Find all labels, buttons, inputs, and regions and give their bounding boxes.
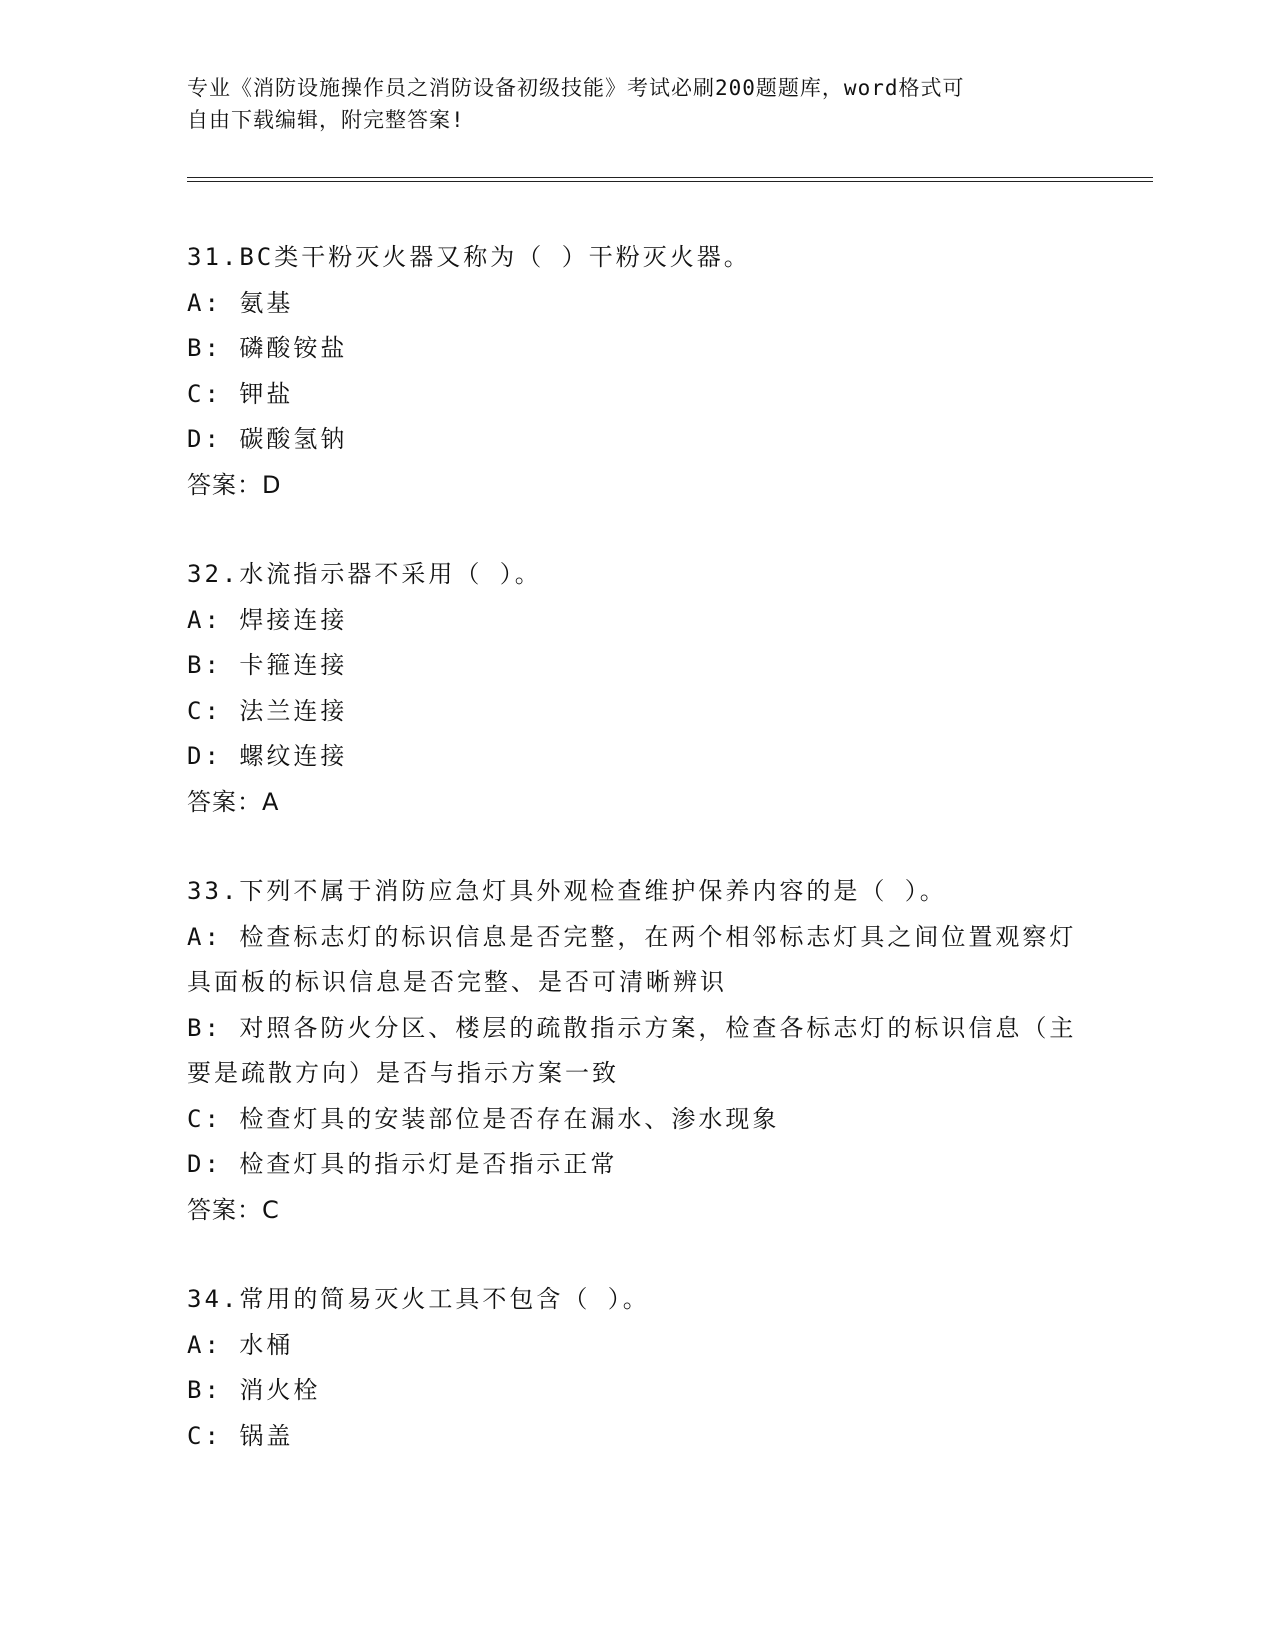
- question-32: [187, 552, 1087, 825]
- option-d: D: 检查灯具的指示灯是否指示正常: [187, 1150, 618, 1178]
- header-line-1: 专业《消防设施操作员之消防设备初级技能》考试必刷200题题库，word格式可: [187, 76, 965, 100]
- question-stem: 34.常用的简易灭火工具不包含（ ）。: [187, 1285, 650, 1313]
- header-line-2: 自由下载编辑，附完整答案!: [187, 108, 465, 132]
- question-stem: 32.水流指示器不采用（ ）。: [187, 560, 542, 588]
- option-a: A: 检查标志灯的标识信息是否完整，在两个相邻标志灯具之间位置观察灯具面板的标识信息是否完整、是否可清晰辨识: [187, 922, 1077, 996]
- option-b: B: 消火栓: [187, 1376, 321, 1404]
- answer-line: 答案：A: [187, 787, 280, 816]
- option-c: C: 法兰连接: [187, 696, 348, 725]
- option-b: B: 磷酸铵盐: [187, 334, 348, 362]
- document-header: [187, 72, 1067, 136]
- question-31: [187, 235, 1087, 508]
- option-d: D: 碳酸氢钠: [187, 425, 348, 453]
- option-c: C: 锅盖: [187, 1421, 294, 1450]
- question-stem: 31.BC类干粉灭火器又称为（ ）干粉灭火器。: [187, 243, 751, 271]
- answer-line: 答案：D: [187, 470, 282, 499]
- option-b: B: 卡箍连接: [187, 651, 348, 679]
- option-a: A: 焊接连接: [187, 605, 348, 634]
- option-d: D: 螺纹连接: [187, 742, 348, 770]
- question-33: [187, 869, 1087, 1233]
- question-stem: 33.下列不属于消防应急灯具外观检查维护保养内容的是（ ）。: [187, 877, 947, 905]
- option-b: B: 对照各防火分区、楼层的疏散指示方案，检查各标志灯的标识信息（主要是疏散方向）是否与指示方案一致: [187, 1013, 1077, 1087]
- option-a: A: 水桶: [187, 1330, 294, 1359]
- question-list: [187, 235, 1087, 1503]
- answer-line: 答案：C: [187, 1195, 280, 1224]
- question-34: [187, 1277, 1087, 1459]
- option-c: C: 检查灯具的安装部位是否存在漏水、渗水现象: [187, 1104, 780, 1133]
- header-divider: [187, 177, 1153, 182]
- option-c: C: 钾盐: [187, 379, 294, 408]
- option-a: A: 氨基: [187, 288, 294, 317]
